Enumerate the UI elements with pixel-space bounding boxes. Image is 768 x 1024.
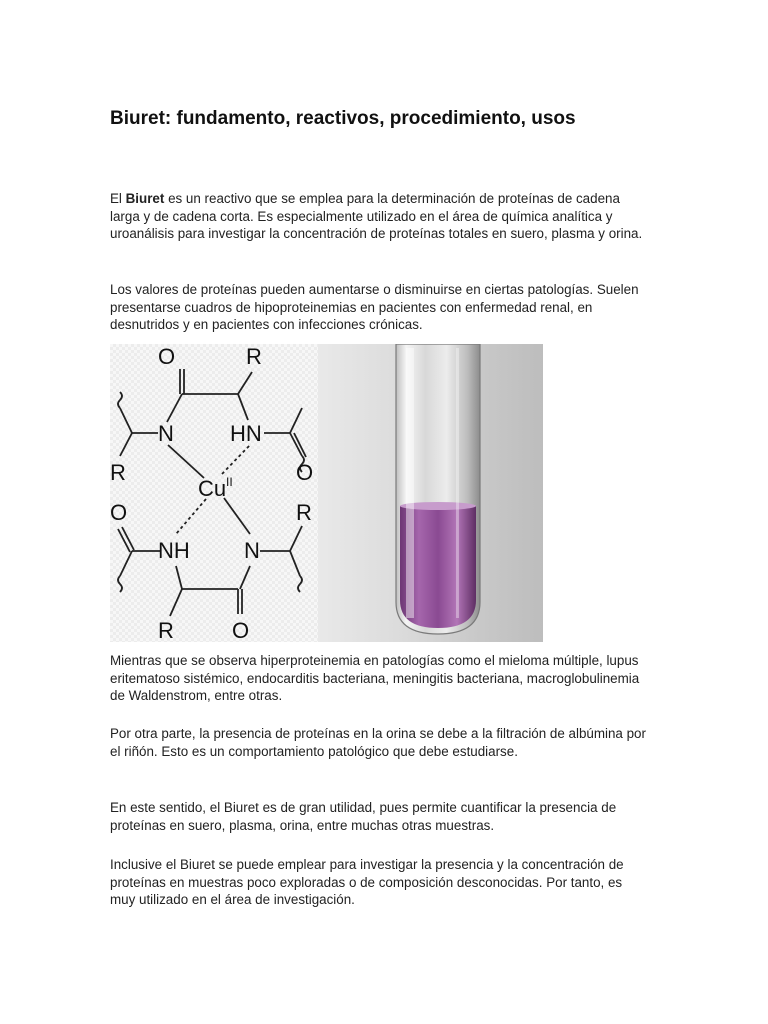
atom-o-bottom-right: O <box>232 618 250 642</box>
atom-o-right: O <box>296 460 314 485</box>
paragraph-research-use: Inclusive el Biuret se puede emplear para investigar la presencia y la concentración de proteínas en muestras poco exploradas o de composición desconocidas. Por tanto, es muy utilizado en el área de investigación. <box>110 857 624 907</box>
atom-r-bottom-left: R <box>158 618 174 642</box>
atom-r-top-right: R <box>246 344 262 369</box>
atom-hn-upper: HN <box>230 421 262 446</box>
biuret-bold-term: Biuret <box>125 191 165 206</box>
page-title: Biuret: fundamento, reactivos, procedimiento, usos <box>110 108 576 129</box>
biuret-complex-structure <box>110 344 318 642</box>
biuret-figure <box>110 344 543 642</box>
atom-o-top-left: O <box>158 344 176 369</box>
paragraph-hyperproteinemia: Mientras que se observa hiperproteinemia en patologías como el mieloma múltiple, lupus eritematoso sistémico, endocarditis bacteriana, meningitis bacteriana, macroglobulinemia de Waldenstrom, entre otras. <box>110 653 640 703</box>
intro-prefix: El <box>110 191 126 206</box>
atom-cu: Cu <box>198 476 227 501</box>
tube-highlight <box>406 348 414 618</box>
test-tube-photo <box>318 344 543 642</box>
paragraph-intro <box>110 190 650 243</box>
structure-drawing <box>110 344 318 642</box>
atom-nh-lower: NH <box>158 538 190 563</box>
atom-n-lower: N <box>244 538 260 563</box>
atom-o-left: O <box>110 500 128 525</box>
paragraph-hypoproteinemia: Los valores de proteínas pueden aumentarse o disminuirse en ciertas patologías. Suelen presentarse cuadros de hipoproteinemias en pacientes con enfermedad renal, en desnutridos y en pacientes con infecciones crónicas. <box>110 282 639 332</box>
atom-r-right: R <box>296 500 312 525</box>
paragraph-biuret-utility: En este sentido, el Biuret es de gran utilidad, pues permite cuantificar la presencia de proteínas en suero, plasma, orina, entre muchas otras muestras. <box>110 800 617 833</box>
cu-oxidation-state: II <box>226 475 233 489</box>
atom-n-upper: N <box>158 421 174 446</box>
test-tube-drawing <box>318 344 543 642</box>
tube-highlight-2 <box>456 348 459 618</box>
intro-text: es un reactivo que se emplea para la determinación de proteínas de cadena larga y de cadena corta. Es especialmente utilizado en el área de química analítica y uroanálisis para investigar la concentración de proteínas totales en suero, plasma y orina. <box>110 191 643 241</box>
atom-r-left: R <box>110 460 126 485</box>
paragraph-urine-proteins: Por otra parte, la presencia de proteínas en la orina se debe a la filtración de albúmina por el riñón. Esto es un comportamiento patológico que debe estudiarse. <box>110 726 646 759</box>
